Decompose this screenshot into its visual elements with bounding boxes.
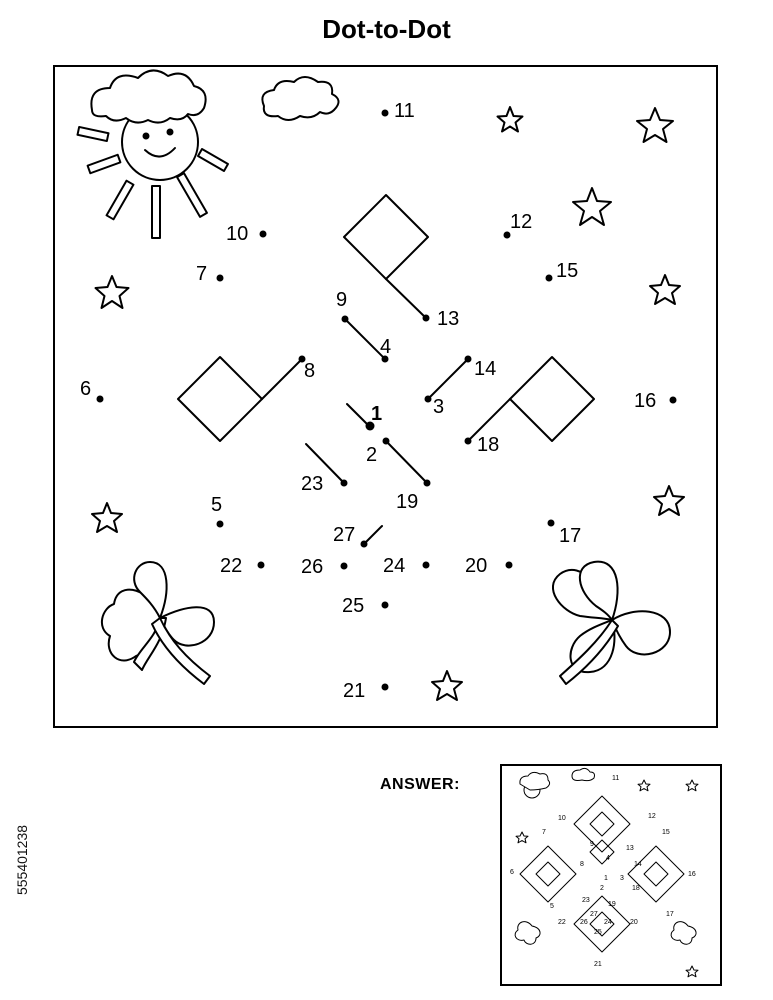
answer-label-20: 20 [630,919,638,926]
answer-label-8: 8 [580,861,584,868]
answer-thumbnail [500,764,722,986]
dot-3[interactable] [425,396,432,403]
dot-label-2: 2 [366,444,378,466]
dot-22[interactable] [258,562,265,569]
clover-icon [102,562,670,684]
dot-label-6: 6 [80,378,92,400]
dot-label-3: 3 [433,396,445,418]
dot-16[interactable] [670,397,677,404]
answer-label-15: 15 [662,829,670,836]
dot-label-14: 14 [474,358,497,380]
dot-26[interactable] [341,563,348,570]
dot-25[interactable] [382,602,389,609]
dot-5[interactable] [217,521,224,528]
dot-6[interactable] [97,396,104,403]
dot-label-1: 1 [371,403,383,425]
dot-label-16: 16 [634,390,657,412]
sun-icon [77,70,227,238]
cloud-icon [262,77,338,120]
answer-label-14: 14 [634,861,642,868]
answer-label-25: 25 [594,929,602,936]
answer-label-12: 12 [648,813,656,820]
dot-10[interactable] [260,231,267,238]
answer-label-19: 19 [608,901,616,908]
dot-23[interactable] [341,480,348,487]
dot-label-11: 11 [394,100,415,122]
dot-7[interactable] [217,275,224,282]
dot-9[interactable] [342,316,349,323]
answer-label-21: 21 [594,961,602,968]
stock-id-vertical [10,770,34,950]
dot-label-12: 12 [510,211,533,233]
answer-label-18: 18 [632,885,640,892]
dot-label-21: 21 [343,680,366,702]
dot-17[interactable] [548,520,555,527]
answer-label-3: 3 [620,875,624,882]
dot-label-25: 25 [342,595,365,617]
dot-label-10: 10 [226,223,249,245]
answer-label-27: 27 [590,911,598,918]
dot-15[interactable] [546,275,553,282]
dot-label-7: 7 [196,263,208,285]
dot-18[interactable] [465,438,472,445]
dot-label-13: 13 [437,308,460,330]
dot-label-4: 4 [380,336,392,358]
dot-label-5: 5 [211,494,223,516]
stock-id-text: 555401238 [14,824,30,896]
dot-label-8: 8 [304,360,316,382]
answer-label-6: 6 [510,869,514,876]
answer-label-17: 17 [666,911,674,918]
dot-20[interactable] [506,562,513,569]
answer-label: ANSWER: [380,776,460,793]
answer-label-22: 22 [558,919,566,926]
dot-label-15: 15 [556,260,579,282]
answer-label-23: 23 [582,897,590,904]
dot-11[interactable] [382,110,389,117]
answer-label-13: 13 [626,845,634,852]
answer-label-24: 24 [604,919,612,926]
dot-19[interactable] [424,480,431,487]
answer-label-10: 10 [558,815,566,822]
answer-label-26: 26 [580,919,588,926]
answer-label-1: 1 [604,875,608,882]
answer-label-4: 4 [606,855,610,862]
dot-label-27: 27 [333,524,356,546]
dot-label-18: 18 [477,434,500,456]
dot-2[interactable] [383,438,390,445]
dot-label-20: 20 [465,555,488,577]
answer-label-16: 16 [688,871,696,878]
dot-24[interactable] [423,562,430,569]
dot-label-19: 19 [396,491,419,513]
dot-14[interactable] [465,356,472,363]
page-title: Dot-to-Dot [322,14,451,44]
dot-13[interactable] [423,315,430,322]
dot-label-24: 24 [383,555,406,577]
dot-label-26: 26 [301,556,324,578]
dot-21[interactable] [382,684,389,691]
dot-27[interactable] [361,541,368,548]
dot-label-22: 22 [220,555,243,577]
dot-label-23: 23 [301,473,324,495]
answer-label-2: 2 [600,885,604,892]
answer-label-5: 5 [550,903,554,910]
dot-label-9: 9 [336,289,348,311]
answer-label-9: 9 [590,841,594,848]
answer-label-7: 7 [542,829,546,836]
answer-label-11: 11 [612,775,620,782]
dot-label-17: 17 [559,525,582,547]
